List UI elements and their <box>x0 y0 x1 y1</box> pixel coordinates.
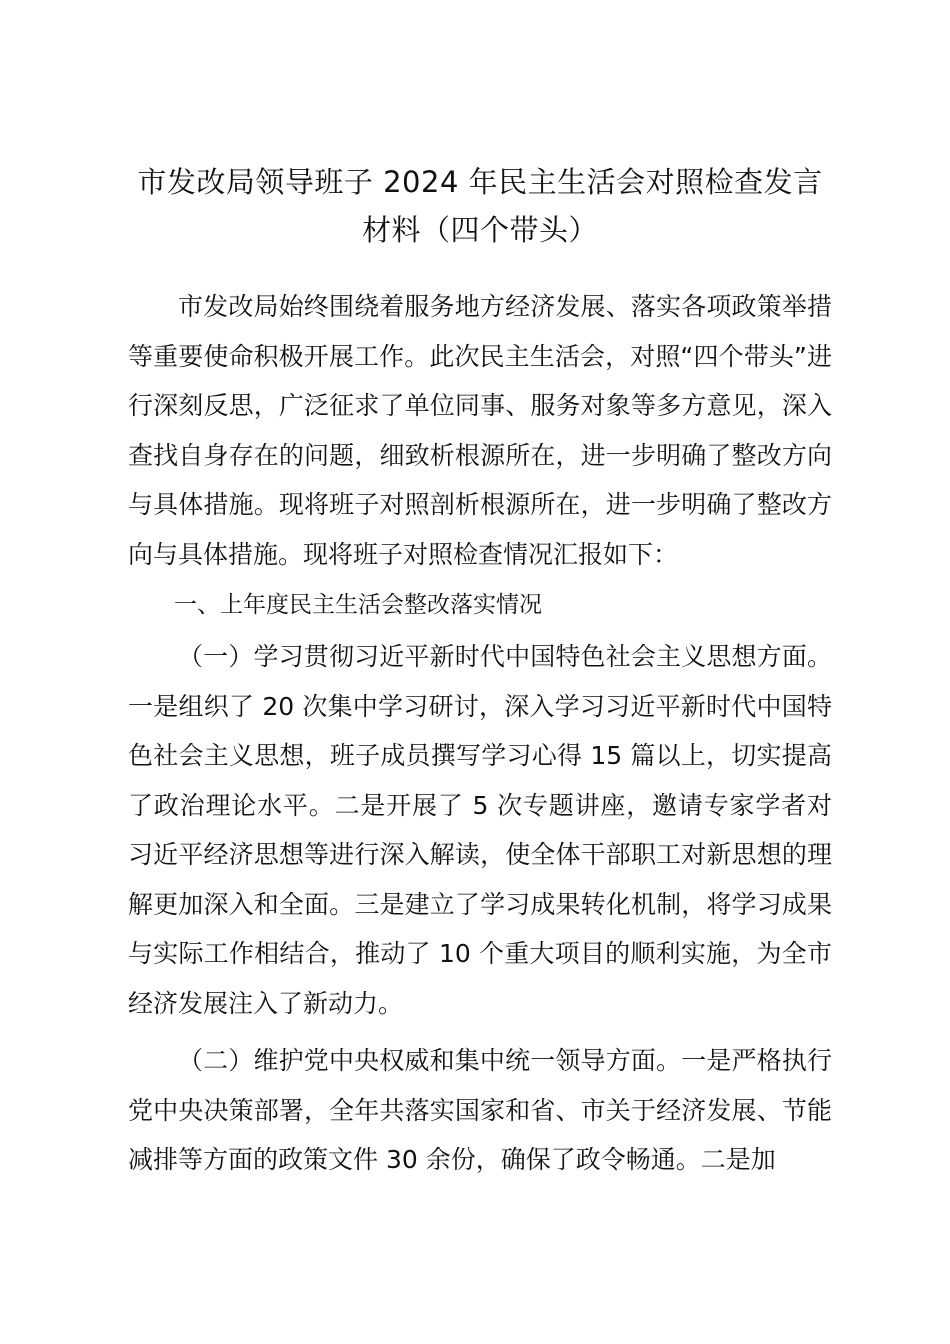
document-body <box>128 282 832 1185</box>
body-paragraph: （一）学习贯彻习近平新时代中国特色社会主义思想方面。一是组织了 20 次集中学习研讨，深入学习习近平新时代中国特色社会主义思想，班子成员撰写学习心得 15 篇以上，切实提高了政治理论水平。二是开展了 5 次专题讲座，邀请专家学者对习近平经济思想等进行深入解读，使全体干部职工对新思想的理解更加深入和全面。三是建立了学习成果转化机制，将学习成果与实际工作相结合，推动了 10 个重大项目的顺利实施，为全市经济发展注入了新动力。 <box>128 642 832 1018</box>
body-paragraph: （二）维护党中央权威和集中统一领导方面。一是严格执行党中央决策部署，全年共落实国家和省、市关于经济发展、节能减排等方面的政策文件 30 余份，确保了政令畅通。二是加 <box>128 1046 832 1174</box>
section-heading: 一、上年度民主生活会整改落实情况 <box>174 592 542 618</box>
document-title: 市发改局领导班子 2024 年民主生活会对照检查发言材料（四个带头） <box>137 165 823 247</box>
intro-paragraph: 市发改局始终围绕着服务地方经济发展、落实各项政策举措等重要使命积极开展工作。此次民主生活会，对照“四个带头”进行深刻反思，广泛征求了单位同事、服务对象等多方意见，深入查找自身存在的问题，细致析根源所在，进一步明确了整改方向与具体措施。现将班子对照剖析根源所在，进一步明确了整改方向与具体措施。现将班子对照检查情况汇报如下： <box>128 292 832 569</box>
